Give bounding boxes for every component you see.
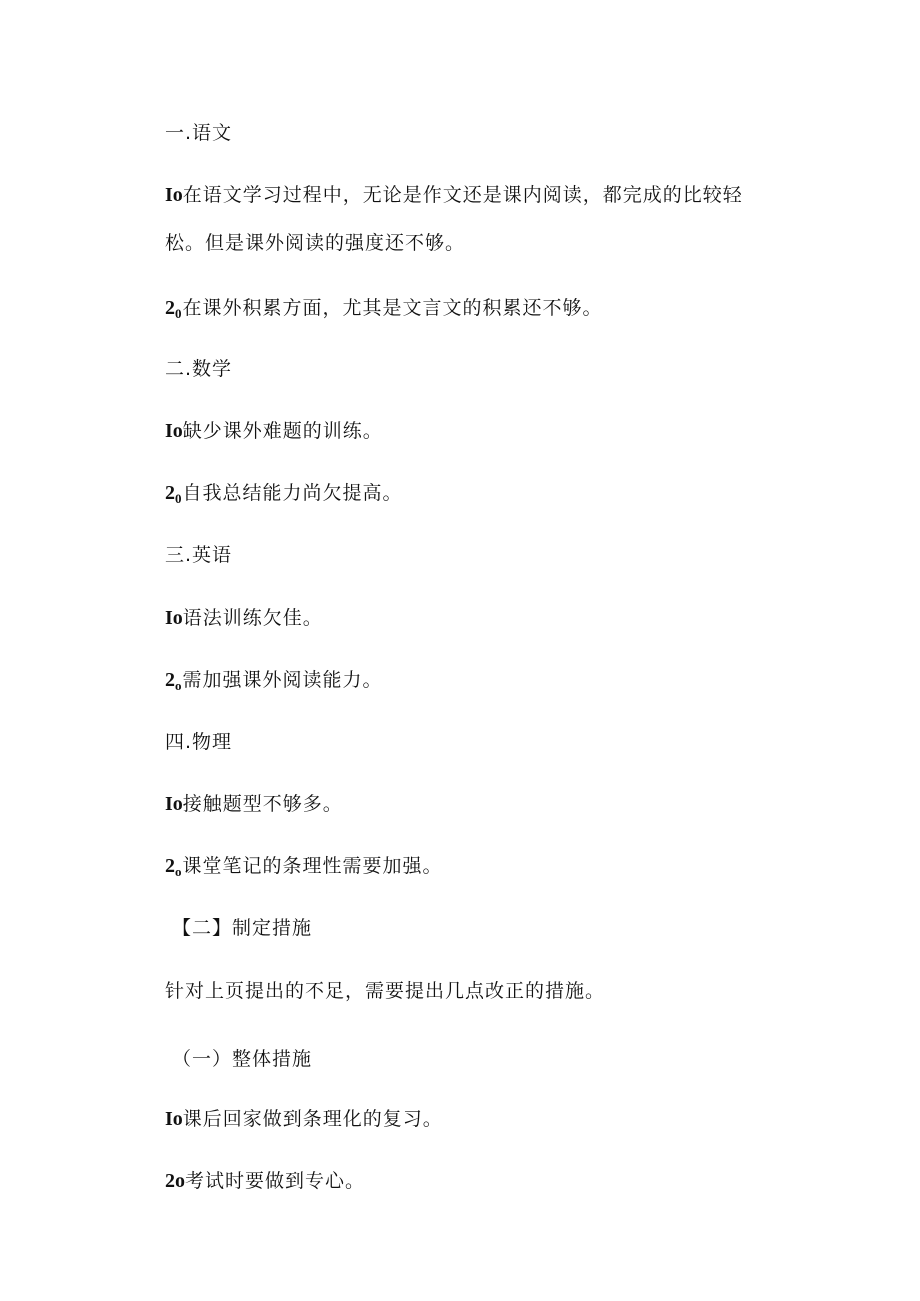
item-number: 2 bbox=[165, 482, 175, 504]
item-text: 缺少课外难题的训练。 bbox=[182, 420, 383, 442]
item-number: 2 bbox=[165, 855, 175, 877]
physics-item-1 bbox=[165, 792, 343, 816]
item-number: Io bbox=[165, 793, 183, 815]
overall-measures-heading: （一）整体措施 bbox=[172, 1048, 313, 1070]
item-number: Io bbox=[165, 607, 183, 629]
math-item-1 bbox=[165, 419, 383, 443]
item-text: 在课外积累方面，尤其是文言文的积累还不够。 bbox=[182, 297, 603, 319]
item-text: 语法训练欠佳。 bbox=[182, 607, 323, 629]
chinese-item-1-line-1 bbox=[165, 183, 743, 207]
item-text: 课堂笔记的条理性需要加强。 bbox=[182, 855, 443, 877]
item-number: 2o bbox=[165, 1170, 185, 1192]
chinese-item-1-line-2: 松。但是课外阅读的强度还不够。 bbox=[165, 232, 466, 254]
english-item-1 bbox=[165, 606, 323, 630]
section-heading-math: 二.数学 bbox=[165, 358, 233, 380]
item-number: 2 bbox=[165, 297, 175, 319]
item-number-subscript: o bbox=[175, 864, 183, 879]
item-number-subscript: 0 bbox=[175, 306, 183, 321]
item-number: 2 bbox=[165, 669, 175, 691]
measures-heading: 【二】制定措施 bbox=[172, 917, 313, 939]
section-heading-english: 三.英语 bbox=[165, 544, 233, 566]
measures-intro: 针对上页提出的不足，需要提出几点改正的措施。 bbox=[165, 980, 606, 1002]
item-text: 考试时要做到专心。 bbox=[185, 1170, 366, 1192]
section-heading-physics: 四.物理 bbox=[165, 731, 233, 753]
math-item-2 bbox=[165, 481, 403, 507]
item-number: Io bbox=[165, 184, 183, 206]
item-text: 课后回家做到条理化的复习。 bbox=[182, 1108, 443, 1130]
chinese-item-2 bbox=[165, 296, 603, 322]
section-heading-chinese: 一.语文 bbox=[165, 122, 233, 144]
item-number-subscript: o bbox=[175, 678, 183, 693]
item-text: 需加强课外阅读能力。 bbox=[182, 669, 383, 691]
item-number: Io bbox=[165, 420, 183, 442]
item-number: Io bbox=[165, 1108, 183, 1130]
physics-item-2 bbox=[165, 854, 443, 880]
item-text: 自我总结能力尚欠提高。 bbox=[182, 482, 403, 504]
measures-item-1 bbox=[165, 1107, 443, 1131]
item-text: 在语文学习过程中，无论是作文还是课内阅读，都完成的比较轻 bbox=[182, 184, 743, 206]
measures-item-2 bbox=[165, 1169, 365, 1193]
item-number-subscript: 0 bbox=[175, 491, 183, 506]
item-text: 接触题型不够多。 bbox=[182, 793, 343, 815]
english-item-2 bbox=[165, 668, 383, 694]
